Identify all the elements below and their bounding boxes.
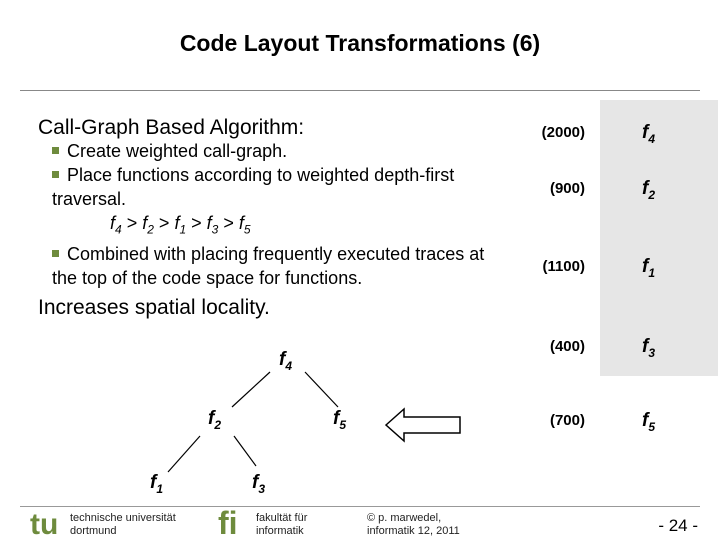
order-separator: > — [218, 213, 239, 233]
graph-node-f1: $f_1$ — [150, 472, 164, 496]
function-size: (1100) — [542, 258, 585, 275]
order-item: $f_2$ — [142, 213, 154, 237]
order-separator: > — [121, 213, 143, 233]
function-label: $f_5$ — [642, 410, 656, 434]
conclusion-text: Increases spatial locality. — [38, 296, 270, 319]
graph-node-f5: $f_5$ — [333, 408, 347, 432]
function-label: $f_2$ — [642, 178, 656, 202]
function-size: (700) — [549, 412, 585, 429]
order-separator: > — [153, 213, 175, 233]
footer-divider — [20, 506, 700, 507]
function-label: $f_3$ — [642, 336, 656, 360]
order-item: $f_5$ — [238, 213, 251, 237]
function-label: $f_4$ — [642, 122, 656, 146]
page-title: Code Layout Transformations (6) — [179, 30, 541, 56]
tu-logo — [30, 508, 66, 540]
order-item: $f_4$ — [110, 213, 122, 237]
graph-node-f2: $f_2$ — [208, 408, 222, 432]
order-separator: > — [186, 213, 207, 233]
graph-node-f4: $f_4$ — [279, 349, 293, 373]
order-item: $f_1$ — [174, 213, 187, 237]
function-label: $f_1$ — [642, 256, 656, 280]
svg-text:tu: tu — [30, 508, 59, 540]
university-name: technische universität dortmund — [70, 512, 176, 537]
bullet-item: Combined with placing frequently executed traces at the top of the code space for functions. — [52, 243, 485, 288]
graph-edge — [168, 436, 200, 472]
page-number: - 24 - — [658, 516, 698, 535]
fi-logo — [218, 506, 252, 540]
function-size: (900) — [549, 180, 585, 197]
svg-text:fi: fi — [218, 506, 238, 540]
bullet-item: Create weighted call-graph. — [52, 139, 512, 163]
pointer-arrow-icon — [386, 409, 460, 441]
graph-node-f3: $f_3$ — [252, 472, 266, 496]
graph-edge — [232, 372, 270, 407]
graph-edge — [234, 436, 256, 466]
order-item: $f_3$ — [206, 213, 219, 237]
function-size: (2000) — [541, 124, 585, 141]
copyright-note: © p. marwedel, informatik 12, 2011 — [367, 512, 460, 537]
bullet-item: Place functions according to weighted depth-first traversal. — [52, 165, 455, 209]
graph-edge — [305, 372, 338, 407]
faculty-name: fakultät für informatik — [256, 512, 308, 537]
function-size: (400) — [549, 338, 585, 355]
section-heading: Call-Graph Based Algorithm: — [38, 116, 305, 139]
